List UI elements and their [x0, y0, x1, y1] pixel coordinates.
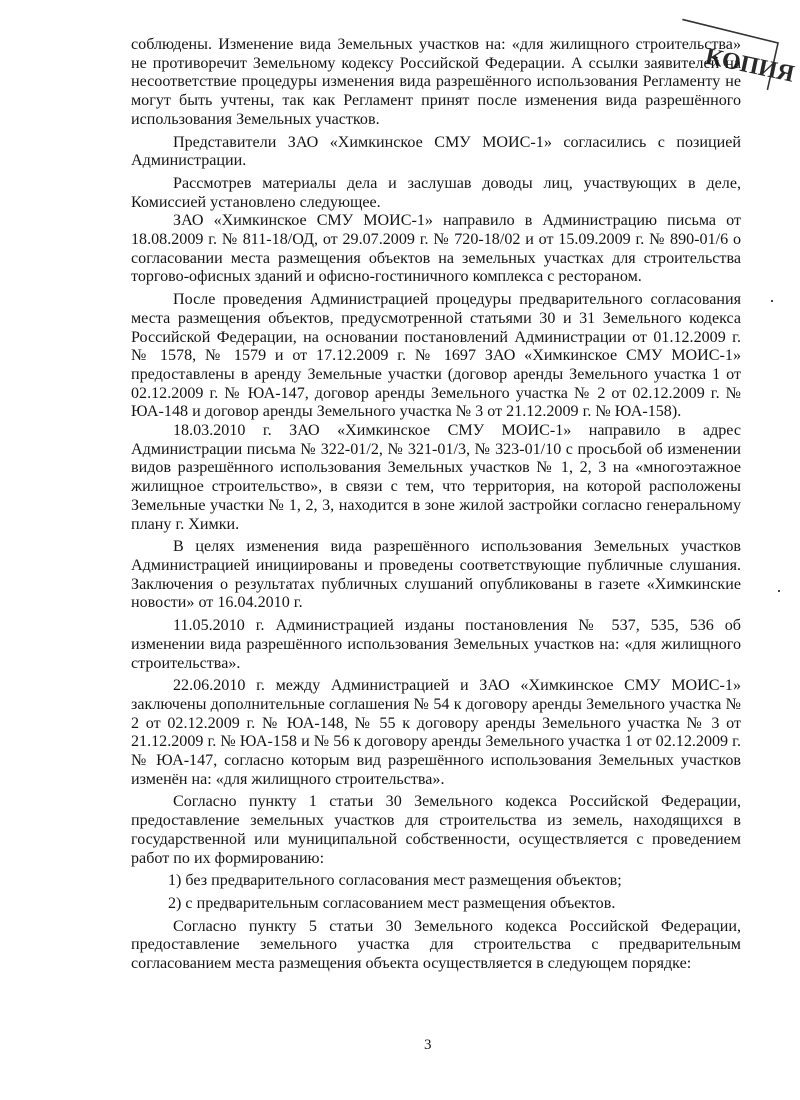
list-item: 1) без предварительного согласования мест размещения объектов; — [168, 872, 622, 890]
paragraph: Согласно пункту 5 статьи 30 Земельного кодекса Российской Федерации, предоставление земельного участка для строительства с предварительным согласованием места размещения объекта осуществляется в следующем порядке: — [131, 917, 741, 973]
paragraph: 11.05.2010 г. Администрацией изданы постановления № 537, 535, 536 об изменении вида разрешённого использования Земельных участков на: «для жилищного строительства». — [131, 617, 741, 672]
paragraph: Рассмотрев материалы дела и заслушав доводы лиц, участвующих в деле, Комиссией установлено следующее. — [131, 174, 741, 211]
paragraph: 18.03.2010 г. ЗАО «Химкинское СМУ МОИС-1» направило в адрес Администрации письма № 322-01/2, № 321-01/3, № 323-01/10 с просьбой об изменении видов разрешённого использования Земельных участков № 1, 2, 3 на «многоэтажное жилищное строительство», в связи с тем, что территория, на которой расположены Земельные участки № 1, 2, 3, находится в зоне жилой застройки согласно генеральному плану г. Химки. — [131, 422, 741, 533]
paragraph: Представители ЗАО «Химкинское СМУ МОИС-1» согласились с позицией Администрации. — [131, 133, 741, 170]
list-item: 2) с предварительным согласованием мест размещения объектов. — [168, 894, 616, 912]
scan-speck — [771, 300, 773, 302]
paragraph: В целях изменения вида разрешённого использования Земельных участков Администрацией инициированы и проведены соответствующие публичные слушания. Заключения о результатах публичных слушаний опубликованы в газете «Химкинские новости» от 16.04.2010 г. — [131, 538, 741, 612]
body-text — [131, 36, 741, 974]
paragraph: После проведения Администрацией процедуры предварительного согласования места размещения объектов, предусмотренной статьями 30 и 31 Земельного кодекса Российской Федерации, на основании постановлений Администрации от 01.12.2009 г. № 1578, № 1579 и от 17.12.2009 г. № 1697 ЗАО «Химкинское СМУ МОИС-1» предоставлены в аренду Земельные участки (договор аренды Земельного участка 1 от 02.12.2009 г. № ЮА-147, договор аренды Земельного участка № 2 от 02.12.2009 г. № ЮА-148 и договор аренды Земельного участка № 3 от 21.12.2009 г. № ЮА-158). — [131, 291, 741, 421]
scan-speck — [778, 590, 780, 592]
paragraph: ЗАО «Химкинское СМУ МОИС-1» направило в Администрацию письма от 18.08.2009 г. № 811-18/ОД, от 29.07.2009 г. № 720-18/02 и от 15.09.2009 г. № 890-01/6 о согласовании места размещения объектов на земельных участках для строительства торгово-офисных зданий и офисно-гостиничного комплекса с рестораном. — [131, 212, 741, 286]
paragraph: соблюдены. Изменение вида Земельных участков на: «для жилищного строительства» не противоречит Земельному кодексу Российской Федерации. А ссылки заявителей на несоответствие процедуры изменения вида разрешённого использования Регламенту не могут быть учтены, так как Регламент принят после изменения вида разрешённого использования Земельных участков. — [131, 36, 741, 128]
paragraph: 22.06.2010 г. между Администрацией и ЗАО «Химкинское СМУ МОИС-1» заключены дополнительные соглашения № 54 к договору аренды Земельного участка № 2 от 02.12.2009 г. № ЮА-148, № 55 к договору аренды Земельного участка № 3 от 21.12.2009 г. № ЮА-158 и № 56 к договору аренды Земельного участка 1 от 02.12.2009 г. № ЮА-147, согласно которым вид разрешённого использования Земельных участков изменён на: «для жилищного строительства». — [131, 677, 741, 788]
page-number: 3 — [424, 1037, 432, 1053]
svg-text:КОПИЯ: КОПИЯ — [702, 43, 797, 88]
paragraph: Согласно пункту 1 статьи 30 Земельного кодекса Российской Федерации, предоставление земельных участков для строительства из земель, находящихся в государственной или муниципальной собственности, осуществляется с проведением работ по их формированию: — [131, 793, 741, 867]
